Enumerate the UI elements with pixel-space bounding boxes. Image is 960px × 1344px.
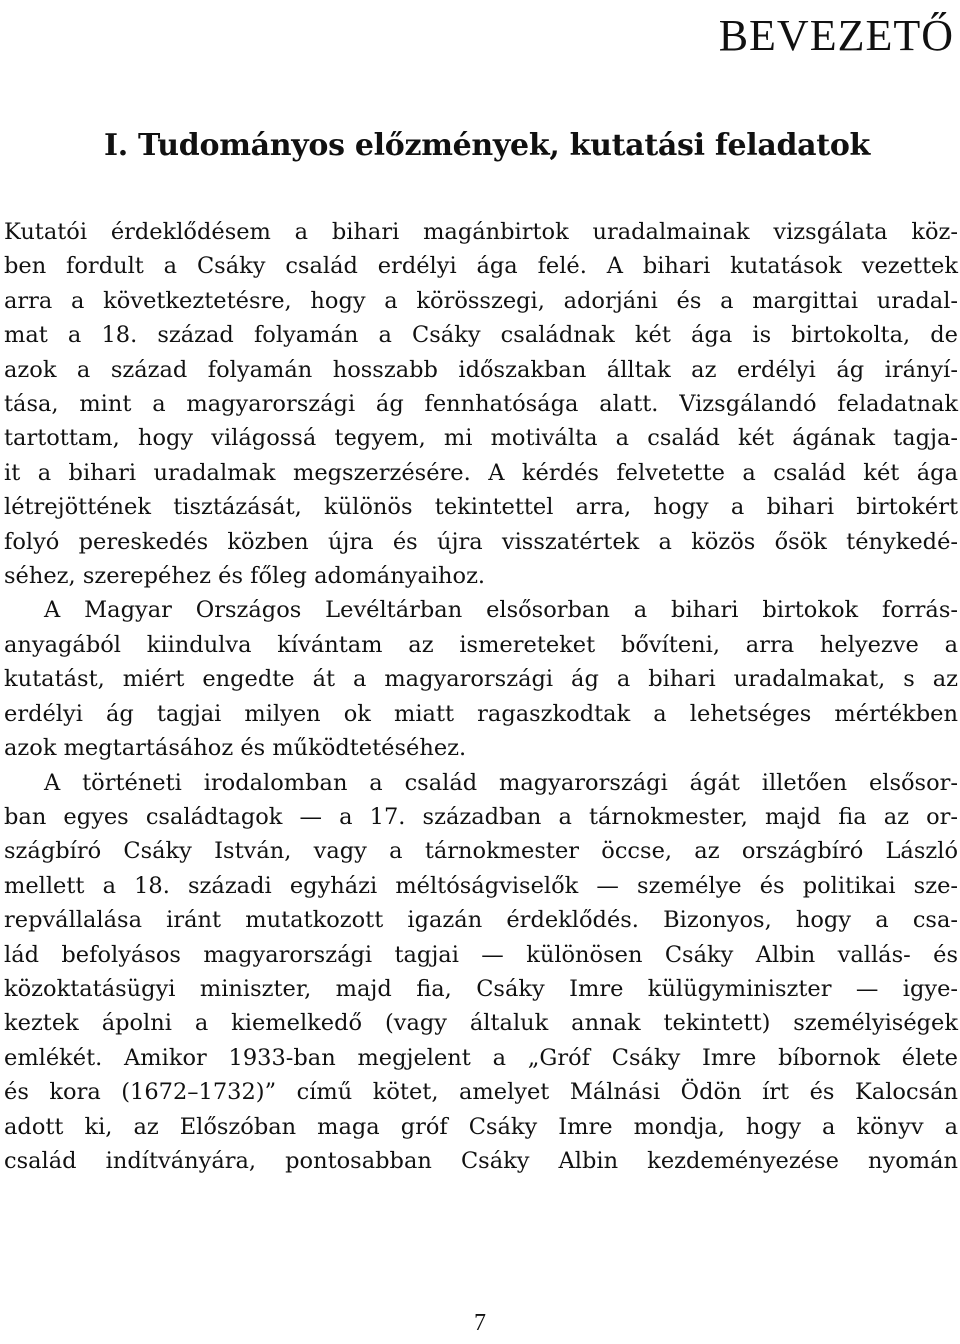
text-line: it a bihari uradalmak megszerzésére. A kérdés felvetette a család két ága — [4, 459, 958, 486]
text-line: Kutatói érdeklődésem a bihari magánbirtok uradalmainak vizsgálata köz- — [4, 219, 958, 245]
text-line: arra a következtetésre, hogy a körösszegi, adorjáni és a margittai uradal- — [4, 287, 958, 314]
text-line: tása, mint a magyarországi ág fennhatósága alatt. Vizsgálandó feladatnak — [4, 391, 958, 418]
text-line: ban egyes családtagok — a 17. században a tárnokmester, majd fia az or- — [4, 803, 958, 830]
text-line: mellett a 18. századi egyházi méltóságviselők — személye és politikai sze- — [4, 872, 958, 899]
text-line: mat a 18. század folyamán a Csáky családnak két ága is birtokolta, de — [4, 322, 958, 349]
body-text — [4, 215, 958, 1178]
text-line: repvállalása iránt mutatkozott igazán érdeklődés. Bizonyos, hogy a csa- — [4, 907, 958, 934]
text-line: anyagából kiindulva kívántam az ismereteket bővíteni, arra helyezve a — [4, 631, 958, 658]
text-line: létrejöttének tisztázását, különös tekintettel arra, hogy a bihari birtokért — [4, 494, 958, 521]
text-line: erdélyi ág tagjai milyen ok miatt ragaszkodtak a lehetséges mértékben — [4, 700, 958, 727]
text-line: és kora (1672–1732)” című kötet, amelyet Málnási Ödön írt és Kalocsán — [4, 1079, 958, 1106]
section-heading: I. Tudományos előzmények, kutatási feladatok — [104, 128, 871, 163]
text-line: keztek ápolni a kiemelkedő (vagy általuk annak tekintett) személyiségek — [4, 1010, 958, 1037]
text-line: azok megtartásához és működtetéséhez. — [4, 735, 467, 762]
text-line: séhez, szerepéhez és főleg adományaihoz. — [4, 563, 486, 590]
text-line: közoktatásügyi miniszter, majd fia, Csáky Imre külügyminiszter — igye- — [4, 975, 958, 1002]
text-line: család indítványára, pontosabban Csáky Albin kezdeményezése nyomán — [4, 1147, 958, 1174]
text-line: A történeti irodalomban a család magyarországi ágát illetően elsősor- — [44, 769, 958, 796]
text-line: szágbíró Csáky István, vagy a tárnokmester öccse, az országbíró László — [4, 838, 958, 865]
text-line: A Magyar Országos Levéltárban elsősorban a bihari birtokok forrás- — [44, 597, 958, 624]
text-line: azok a század folyamán hosszabb időszakban álltak az erdélyi ág irányí- — [4, 356, 958, 383]
text-line: kutatást, miért engedte át a magyarországi ág a bihari uradalmakat, s az — [4, 666, 958, 693]
text-line: lád befolyásos magyarországi tagjai — különösen Csáky Albin vallás- és — [4, 941, 958, 968]
text-line: folyó pereskedés közben újra és újra visszatértek a közös ősök ténykedé- — [4, 528, 958, 555]
text-line: emlékét. Amikor 1933-ban megjelent a „Gróf Csáky Imre bíbornok élete — [4, 1044, 958, 1071]
text-line: adott ki, az Előszóban maga gróf Csáky Imre mondja, hogy a könyv a — [4, 1113, 958, 1140]
text-line: tartottam, hogy világossá tegyem, mi motiválta a család két ágának tagja- — [4, 425, 958, 452]
chapter-title: BEVEZETŐ — [718, 11, 954, 60]
text-line: ben fordult a Csáky család erdélyi ága felé. A bihari kutatások vezettek — [4, 253, 958, 280]
page-number: 7 — [474, 1310, 486, 1336]
